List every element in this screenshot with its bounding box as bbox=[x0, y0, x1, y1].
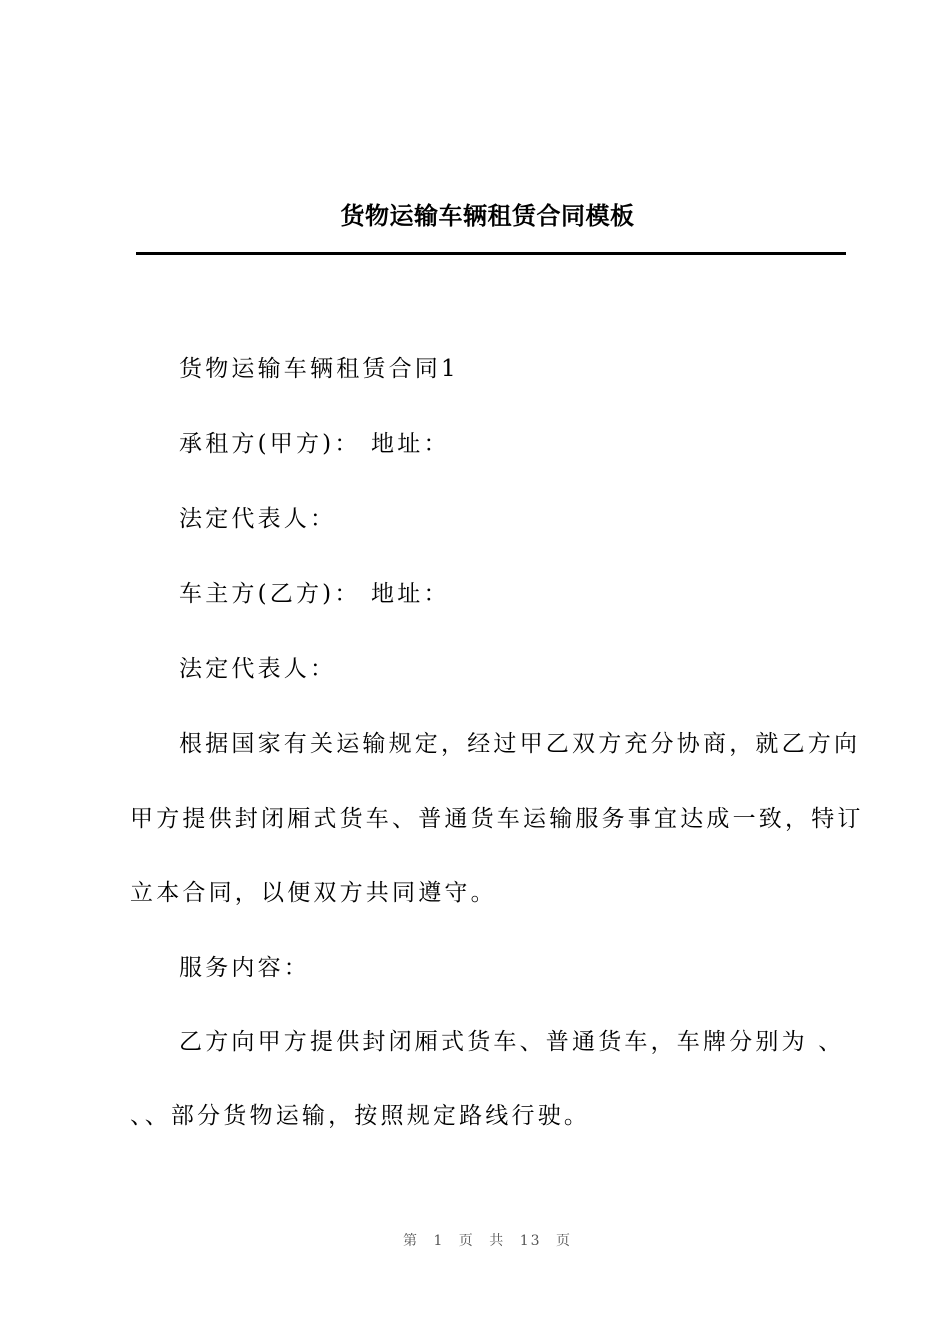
service-content-line-2: 、、部分货物运输，按照规定路线行驶。 bbox=[130, 1103, 591, 1129]
preamble-line-3: 立本合同，以便双方共同遵守。 bbox=[130, 880, 497, 906]
party-a-representative: 法定代表人： bbox=[179, 506, 337, 532]
party-b-line: 车主方(乙方)： 地址： bbox=[179, 581, 450, 607]
document-title: 货物运输车辆租赁合同模板 bbox=[340, 202, 635, 230]
service-content-heading: 服务内容： bbox=[179, 955, 310, 981]
party-a-line: 承租方(甲方)： 地址： bbox=[179, 431, 450, 457]
preamble-line-2: 甲方提供封闭厢式货车、普通货车运输服务事宜达成一致，特订 bbox=[130, 806, 864, 832]
contract-heading: 货物运输车辆租赁合同1 bbox=[179, 356, 459, 382]
title-underline bbox=[136, 252, 846, 255]
party-b-representative: 法定代表人： bbox=[179, 656, 337, 682]
page-number-footer: 第 1 页 共 13 页 bbox=[403, 1233, 572, 1249]
service-content-line-1: 乙方向甲方提供封闭厢式货车、普通货车，车牌分别为 、 bbox=[179, 1029, 845, 1055]
preamble-line-1: 根据国家有关运输规定，经过甲乙双方充分协商，就乙方向 bbox=[179, 731, 861, 757]
